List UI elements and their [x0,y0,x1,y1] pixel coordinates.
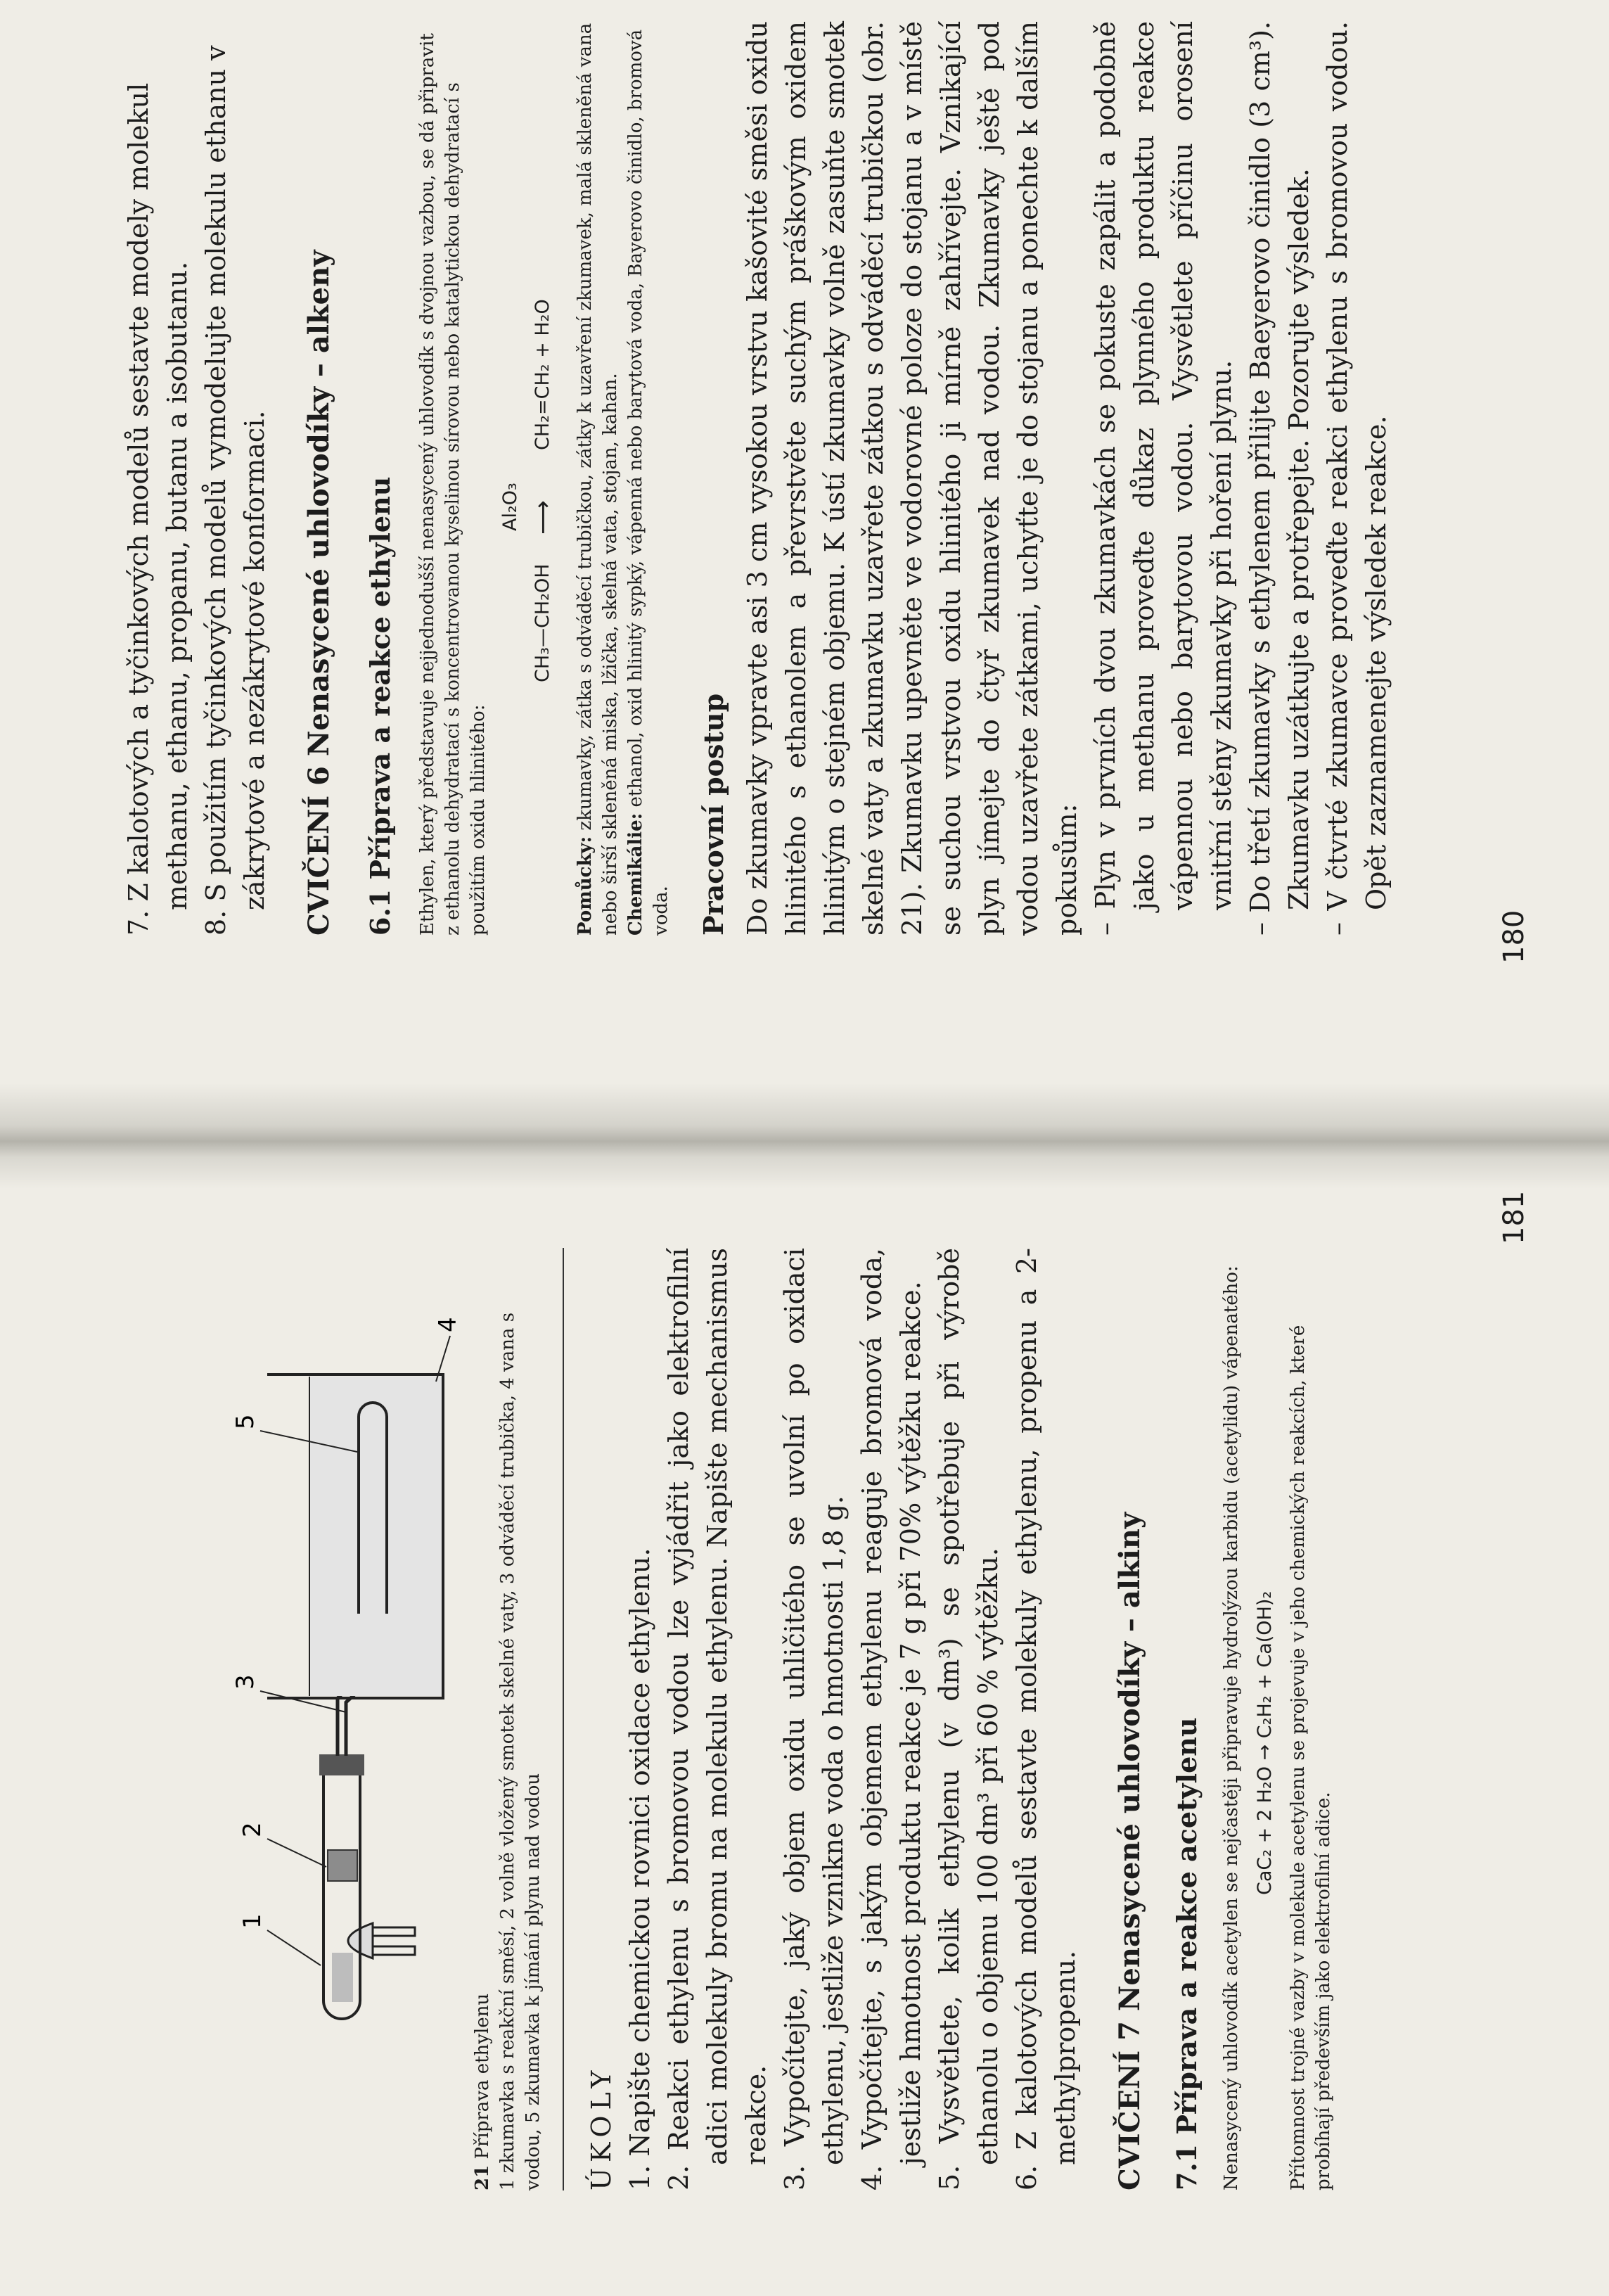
task-item: 1. Napište chemickou rovnici oxidace ethylenu. [624,1548,655,2190]
task-item: 4. Vypočítejte, s jakým objemem ethylenu reaguje bromová voda, jestliže hmotnost produktu reakce je 7 g při 70% výtěžku reakce. [857,1248,926,2190]
chemicals-paragraph [623,21,674,936]
procedure-step: – Plyn v prvních dvou zkumavkách se pokuste zapálit a podobně jako u methanu proveďte důkaz plynného produktu reakce vápennou nebo barytovou vodou. Vysvětlete příčinu orosení vnitřní stěny zkumavky při hoření plynu. [1090,21,1237,936]
tools-paragraph [572,21,623,936]
task-item: 6. Z kalotových modelů sestavte molekuly ethylenu, propenu a 2-methylpropenu. [1011,1248,1081,2190]
equation-carbide-hydrolysis: CaC₂ + 2 H₂O → C₂H₂ + Ca(OH)₂ [1254,1590,1276,1895]
equation-left: CH₃—CH₂OH [532,563,553,682]
tasks-list [621,1248,1085,2190]
figure-number: 21 [472,2164,493,2190]
stopper [319,1754,364,1775]
tools-text: zkumavky, zátka s odváděcí trubičkou, zátky k uzavření zkumavek, malá skleněná vana nebo širší skleněná miska, lžička, skelná vata, stojan, kahan. [575,23,621,936]
chemicals-label: Chemikálie: [625,812,646,936]
page-number: 181 [1498,1190,1530,1244]
apparatus-figure [162,1248,462,2190]
exercise-6-heading: CVIČENÍ 6 Nenasycené uhlovodíky – alkeny [302,250,335,936]
equation-right: CH₂=CH₂ + H₂O [532,299,553,450]
section-6-1-heading: 6.1 Příprava a reakce ethylenu [364,476,396,936]
page-number: 180 [1498,910,1530,964]
equation-arrow: ⟶ [529,500,557,535]
burner-icon [348,1923,415,1958]
procedure-paragraph: Do zkumavky vpravte asi 3 cm vysokou vrstvu kašovité směsi oxidu hlinitého s ethanolem a převrstvěte suchým práškovým oxidem hlinitým o stejném objemu. K ústí zkumavky volně zasuňte smotek skelné vaty a zkumavku uzavřete zátkou s odváděcí trubičkou (obr. 21). Zkumavku upevněte ve vodorovné poloze do stojanu a v místě se suchou vrstvou oxidu hlinitého ji mírně zahřívejte. Vznikající plyn jímejte do čtyř zkumavek nad vodou. Zkumavky ještě pod vodou uzavřete zátkami, uchyťte je do stojanu a ponechte k dalším pokusům: [742,21,1082,936]
task-item: 5. Vysvětlete, kolik ethylenu (v dm³) se spotřebuje při výrobě ethanolu o objemu 100 dm³ při 60 % výtěžku. [934,1248,1004,2190]
figure-label-1: 1 [238,1913,267,1929]
tasks-continued [120,21,274,936]
page-180 [0,0,1609,1097]
task-item: 3. Vypočítejte, jaký objem oxidu uhličitého se uvolní po oxidaci ethylenu, jestliže vznikne voda o hmotnosti 1,8 g. [779,1248,849,2190]
equation-ethanol-dehydration [495,21,572,936]
task-item: 2. Reakci ethylenu s bromovou vodou lze vyjádřit jako elektrofilní adici molekuly bromu na molekulu ethylenu. Napište mechanismus reakce. [663,1248,771,2190]
page-181 [0,1168,1609,2296]
water [309,1377,442,1696]
acetylene-closing: Přítomnost trojné vazby v molekule acetylenu se projevuje v jeho chemických reakcích, které probíhají především jako elektrofilní adice. [1288,1325,1334,2190]
section-7-1-heading: 7.1 Příprava a reakce acetylenu [1171,1717,1203,2190]
tools-label: Pomůcky: [575,836,596,936]
glass-wool-plug [328,1850,357,1881]
figure-title: Příprava ethylenu [472,1993,493,2160]
figure-label-4: 4 [434,1317,462,1332]
equation-catalyst: Al₂O₃ [499,483,521,531]
procedure-step: – Do třetí zkumavky s ethylenem přilijte Baeyerovo činidlo (3 cm³). Zkumavku uzátkujte a protřepejte. Pozorujte výsledek. [1245,21,1314,936]
divider-rule [563,1248,564,2190]
figure-label-3: 3 [231,1674,259,1690]
page-181-content [162,1248,1336,2190]
figure-label-5: 5 [231,1414,259,1429]
figure-caption [470,1248,546,2190]
page-180-content [120,21,1396,936]
procedure-heading: Pracovní postup [698,693,729,936]
chemicals-text: ethanol, oxid hlinitý sypký, vápenná nebo barytová voda, Bayerovo činidlo, bromová voda. [625,29,672,936]
reaction-mixture [332,1953,353,2002]
tasks-heading: ÚKOLY [586,2065,617,2190]
task-item: 7. Z kalotových a tyčinkových modelů sestavte modely molekul methanu, ethanu, propanu, butanu a isobutanu. [123,82,193,936]
figure-label-2: 2 [238,1822,267,1837]
acetylene-intro: Nenasycený uhlovodík acetylen se nejčastěji připravuje hydrolýzou karbidu (acetylidu) vápenatého: [1221,1265,1242,2190]
task-item: 8. S použitím tyčinkových modelů vymodelujte molekulu ethanu v zákrytové a nezákrytové konformaci. [200,45,270,936]
procedure-list [1086,21,1396,936]
exercise-7-heading: CVIČENÍ 7 Nenasycené uhlovodíky – alkiny [1113,1512,1146,2190]
procedure-step: – V čtvrté zkumavce proveďte reakci ethylenu s bromovou vodou. Opět zaznamenejte výsledek reakce. [1322,21,1392,936]
ethylene-intro: Ethylen, který představuje nejjednodušší nenasycený uhlovodík s dvojnou vazbou, se dá připravit z ethanolu dehydratací s koncentrovanou kyselinou sírovou nebo katalytickou dehydratací s použitím oxidu hlinitého: [417,33,489,936]
figure-caption-text: 1 zkumavka s reakční směsí, 2 volně vložený smotek skelné vaty, 3 odváděcí trubička, 4 vana s vodou, 5 zkumavka k jímání plynu nad vodou [497,1312,544,2190]
